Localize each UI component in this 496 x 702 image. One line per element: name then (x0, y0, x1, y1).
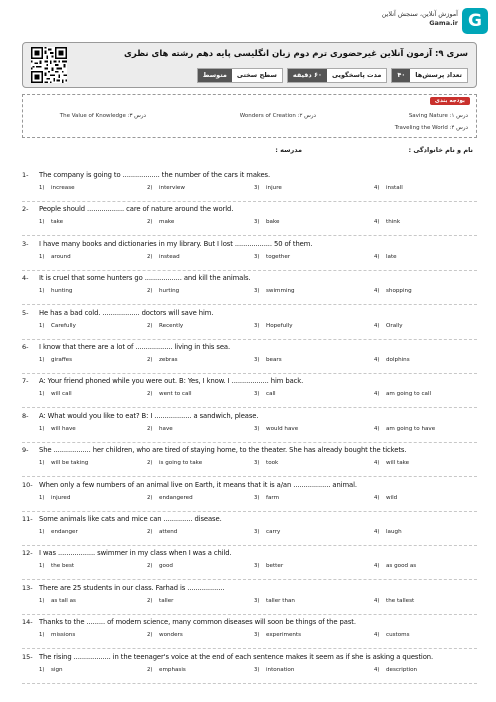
answer-option-3[interactable] (254, 598, 295, 604)
answer-option-2[interactable] (147, 323, 183, 329)
answer-option-1[interactable] (39, 219, 63, 225)
question-divider (22, 201, 477, 202)
option-number: 2) (147, 253, 153, 260)
answer-option-3[interactable] (254, 391, 276, 397)
answer-option-3[interactable] (254, 254, 290, 260)
option-number: 4) (374, 322, 380, 329)
exam-meta (197, 68, 468, 83)
option-number: 3) (254, 288, 260, 295)
question-number: 9- (22, 446, 29, 455)
answer-option-3[interactable] (254, 288, 295, 294)
exam-title: سری ۹: آزمون آنلاین غیرحضوری ترم دوم زبان انگلیسی پایه دهم رشته های نظری (124, 49, 468, 59)
option-text: install (386, 185, 403, 191)
option-number: 3) (254, 425, 260, 432)
budget-topics-box (22, 94, 477, 138)
option-text: good (159, 563, 173, 570)
option-number: 4) (374, 563, 380, 570)
answer-option-2[interactable] (147, 219, 174, 225)
option-text: hurting (159, 288, 180, 295)
answer-option-4[interactable] (374, 529, 402, 535)
option-number: 3) (254, 597, 260, 604)
option-text: endanger (51, 529, 78, 535)
answer-option-4[interactable] (374, 288, 412, 294)
option-number: 2) (147, 597, 153, 604)
option-text: as tall as (51, 597, 76, 604)
answer-options (22, 667, 477, 677)
question-divider (22, 373, 477, 374)
option-text: injured (51, 494, 71, 501)
option-number: 4) (374, 666, 380, 673)
answer-option-4[interactable] (374, 219, 400, 225)
logo-text (382, 10, 458, 28)
answer-option-1[interactable] (39, 529, 78, 535)
option-text: better (266, 563, 284, 570)
option-number: 3) (254, 322, 260, 329)
option-number: 3) (254, 460, 260, 467)
option-number: 3) (254, 494, 260, 501)
option-text: will call (51, 391, 72, 398)
option-text: description (386, 666, 418, 673)
option-number: 4) (374, 529, 380, 535)
option-number: 4) (374, 632, 380, 639)
option-text: dolphins (386, 357, 410, 363)
topic-item: درس ۳: The Value of Knowledge (59, 113, 146, 119)
option-number: 2) (147, 391, 153, 398)
answer-option-4[interactable] (374, 632, 410, 638)
option-text: am going to call (386, 391, 432, 398)
question-number: 13- (22, 583, 33, 592)
option-number: 1) (39, 563, 45, 570)
option-text: think (386, 219, 401, 226)
option-number: 1) (39, 253, 45, 260)
question-divider (22, 648, 477, 649)
answer-options (22, 357, 477, 367)
question-divider (22, 476, 477, 477)
option-text: missions (51, 632, 76, 639)
answer-option-3[interactable] (254, 426, 298, 432)
option-text: the tallest (386, 597, 415, 604)
question-text: A: Your friend phoned while you were out. B: Yes, I know. I .................. him back. (39, 377, 304, 386)
option-number: 4) (374, 288, 380, 295)
option-number: 2) (147, 494, 153, 501)
option-text: would have (266, 425, 299, 432)
answer-option-2[interactable] (147, 529, 177, 535)
school-label: مدرسه : (275, 146, 302, 154)
answer-option-2[interactable] (147, 598, 173, 604)
option-number: 3) (254, 529, 260, 535)
option-number: 1) (39, 357, 45, 363)
answer-option-1[interactable] (39, 632, 75, 638)
option-number: 3) (254, 219, 260, 226)
question-number: 15- (22, 652, 33, 661)
question-divider (22, 407, 477, 408)
question-text: When only a few numbers of an animal live on Earth, it means that it is a/an .................. animal. (39, 480, 357, 489)
answer-option-3[interactable] (254, 357, 282, 363)
option-number: 4) (374, 425, 380, 432)
exam-title-box (22, 42, 477, 88)
answer-options (22, 254, 477, 264)
option-text: carry (266, 529, 281, 535)
answer-option-1[interactable] (39, 667, 63, 673)
question-text: She .................. her children, who are tired of staying home, to the theater. She has already bought the tickets. (39, 446, 407, 455)
option-text: Carefully (51, 322, 76, 329)
answer-option-4[interactable] (374, 495, 397, 501)
option-number: 3) (254, 563, 260, 570)
option-text: bake (266, 219, 280, 226)
answer-option-4[interactable] (374, 426, 435, 432)
option-text: make (159, 219, 175, 226)
option-text: will be taking (51, 460, 89, 467)
answer-option-4[interactable] (374, 254, 397, 260)
option-text: intonation (266, 666, 295, 673)
option-number: 1) (39, 185, 45, 191)
question-number: 12- (22, 549, 33, 558)
question-number: 6- (22, 343, 29, 351)
answer-option-1[interactable] (39, 254, 71, 260)
option-number: 1) (39, 460, 45, 467)
question-number: 4- (22, 274, 29, 283)
option-text: wonders (159, 632, 183, 639)
option-number: 1) (39, 425, 45, 432)
gama-logo-icon[interactable]: G (462, 8, 488, 34)
option-number: 2) (147, 219, 153, 226)
logo-url[interactable]: Gama.ir (429, 19, 458, 27)
answer-options (22, 529, 477, 539)
question-divider (22, 579, 477, 580)
answer-option-4[interactable] (374, 460, 409, 466)
question-divider (22, 545, 477, 546)
option-text: wild (386, 494, 398, 501)
topic-item: درس ۴: Traveling the World (394, 125, 468, 131)
option-text: interview (159, 185, 185, 191)
answer-option-3[interactable] (254, 185, 282, 191)
logo-slogan: آموزش آنلاین، سنجش آنلاین (381, 10, 458, 18)
option-text: is going to take (159, 460, 203, 467)
option-number: 2) (147, 425, 153, 432)
option-number: 2) (147, 563, 153, 570)
question-number: 3- (22, 239, 29, 248)
option-text: late (386, 253, 397, 260)
option-number: 2) (147, 529, 153, 535)
answer-option-1[interactable] (39, 495, 70, 501)
option-number: 3) (254, 666, 260, 673)
meta-value: ۴۰ (392, 69, 410, 82)
option-text: emphasis (159, 666, 186, 673)
answer-option-4[interactable] (374, 323, 403, 329)
option-text: together (266, 253, 291, 260)
question-number: 5- (22, 308, 29, 317)
option-number: 2) (147, 288, 153, 295)
question-text: A: What would you like to eat? B: I .................. a sandwich, please. (39, 411, 259, 420)
answer-option-3[interactable] (254, 323, 293, 329)
question-divider (22, 614, 477, 615)
option-text: Orally (386, 322, 403, 329)
option-number: 4) (374, 460, 380, 467)
answer-option-1[interactable] (39, 185, 75, 191)
question-number: 2- (22, 205, 29, 214)
answer-options (22, 219, 477, 229)
option-text: instead (159, 253, 180, 260)
answer-option-2[interactable] (147, 426, 173, 432)
answer-option-1[interactable] (39, 460, 88, 466)
meta-label: تعداد پرسش‌ها (410, 69, 467, 82)
option-text: have (159, 425, 173, 432)
option-text: Recently (159, 322, 184, 329)
question-text: People should .................. care of nature around the world. (39, 205, 234, 214)
meta-label: مدت پاسخگویی (327, 69, 386, 82)
answer-option-1[interactable] (39, 563, 74, 569)
question-number: 14- (22, 618, 33, 627)
option-text: injure (266, 185, 282, 191)
answer-options (22, 495, 477, 505)
option-text: call (266, 391, 276, 398)
budget-tag: بودجه بندی (430, 97, 470, 105)
question-divider (22, 511, 477, 512)
option-number: 4) (374, 219, 380, 226)
answer-option-2[interactable] (147, 288, 179, 294)
answer-option-1[interactable] (39, 598, 76, 604)
option-text: swimming (266, 288, 295, 295)
question-text: It is cruel that some hunters go .................. and kill the animals. (39, 274, 251, 283)
option-text: Hopefully (266, 322, 293, 329)
question-divider (22, 339, 477, 340)
answer-option-2[interactable] (147, 632, 183, 638)
question-text: I was .................. swimmer in my class when I was a child. (39, 549, 232, 558)
option-number: 2) (147, 322, 153, 329)
answer-option-3[interactable] (254, 495, 279, 501)
question-text: I have many books and dictionaries in my library. But I lost .................. 50 of them. (39, 239, 313, 248)
option-text: the best (51, 563, 75, 570)
qr-code-icon (31, 47, 67, 83)
answer-option-2[interactable] (147, 495, 193, 501)
question-number: 10- (22, 480, 33, 489)
option-number: 4) (374, 253, 380, 260)
option-text: taller than (266, 597, 295, 604)
answer-option-4[interactable] (374, 185, 403, 191)
answer-option-2[interactable] (147, 254, 180, 260)
option-number: 4) (374, 597, 380, 604)
question-text: He has a bad cold. .................. doctors will save him. (39, 308, 214, 317)
option-number: 3) (254, 185, 260, 191)
question-number: 7- (22, 377, 29, 386)
option-text: zebras (159, 357, 178, 363)
option-number: 3) (254, 253, 260, 260)
option-text: experiments (266, 632, 302, 639)
answer-option-1[interactable] (39, 426, 76, 432)
option-text: am going to have (386, 425, 436, 432)
option-text: endangered (159, 494, 193, 501)
answer-option-2[interactable] (147, 391, 192, 397)
answer-option-3[interactable] (254, 529, 280, 535)
option-text: increase (51, 185, 75, 191)
option-number: 4) (374, 185, 380, 191)
answer-options (22, 563, 477, 573)
answer-options (22, 288, 477, 298)
option-text: take (51, 219, 64, 226)
option-number: 2) (147, 357, 153, 363)
answer-option-3[interactable] (254, 667, 294, 673)
option-number: 1) (39, 494, 45, 501)
answer-option-3[interactable] (254, 563, 283, 569)
answer-option-3[interactable] (254, 460, 278, 466)
option-number: 1) (39, 632, 45, 639)
meta-duration (287, 68, 387, 83)
answer-options (22, 323, 477, 333)
answer-option-1[interactable] (39, 357, 72, 363)
question-text: I know that there are a lot of .................. living in this sea. (39, 343, 231, 351)
option-text: took (266, 460, 279, 467)
question-text: The company is going to .................. the number of the cars it makes. (39, 171, 271, 179)
topic-item: درس ۱: Saving Nature (408, 113, 468, 119)
option-number: 1) (39, 322, 45, 329)
option-text: farm (266, 494, 280, 501)
option-text: sign (51, 666, 63, 673)
meta-question-count (391, 68, 468, 83)
option-number: 1) (39, 288, 45, 295)
student-name-label: نام و نام خانوادگی : (408, 146, 473, 154)
option-text: went to call (159, 391, 192, 398)
option-number: 2) (147, 185, 153, 191)
option-number: 1) (39, 391, 45, 398)
option-text: will take (386, 460, 410, 467)
topic-item: درس ۲: Wonders of Creation (239, 113, 316, 119)
answer-options (22, 598, 477, 608)
site-header (8, 8, 488, 38)
answer-option-4[interactable] (374, 598, 414, 604)
option-text: bears (266, 357, 282, 363)
option-number: 3) (254, 632, 260, 639)
option-text: giraffes (51, 357, 73, 363)
answer-option-1[interactable] (39, 391, 72, 397)
option-number: 1) (39, 219, 45, 226)
option-number: 1) (39, 666, 45, 673)
answer-option-3[interactable] (254, 632, 301, 638)
question-divider (22, 442, 477, 443)
option-text: customs (386, 632, 410, 639)
option-number: 4) (374, 494, 380, 501)
option-number: 1) (39, 529, 45, 535)
question-divider (22, 304, 477, 305)
answer-options (22, 460, 477, 470)
question-number: 1- (22, 171, 29, 179)
answer-options (22, 426, 477, 436)
answer-option-2[interactable] (147, 357, 178, 363)
question-divider (22, 270, 477, 271)
answer-option-2[interactable] (147, 667, 186, 673)
question-text: Some animals like cats and mice can .............. disease. (39, 515, 222, 523)
answer-option-2[interactable] (147, 563, 173, 569)
question-text: The rising .................. in the teenager's voice at the end of each sentence makes it seem as if she is asking a question. (39, 652, 434, 661)
option-text: taller (159, 597, 174, 604)
answer-option-3[interactable] (254, 219, 279, 225)
option-text: attend (159, 529, 178, 535)
student-info-row (22, 144, 477, 158)
option-number: 2) (147, 666, 153, 673)
option-text: around (51, 253, 71, 260)
answer-options (22, 185, 477, 195)
option-text: as good as (386, 563, 417, 570)
option-text: hunting (51, 288, 73, 295)
option-text: shopping (386, 288, 412, 295)
question-text: There are 25 students in our class. Farhad is .................. (39, 583, 225, 592)
answer-option-4[interactable] (374, 391, 431, 397)
option-number: 3) (254, 357, 260, 363)
answer-options (22, 391, 477, 401)
answer-option-4[interactable] (374, 357, 410, 363)
option-number: 1) (39, 597, 45, 604)
option-text: will have (51, 425, 76, 432)
answer-option-1[interactable] (39, 288, 72, 294)
question-number: 11- (22, 515, 33, 523)
meta-value: ۶۰ دقیقه (288, 69, 327, 82)
option-number: 4) (374, 391, 380, 398)
answer-option-4[interactable] (374, 667, 417, 673)
meta-value: متوسط (198, 69, 232, 82)
meta-label: سطح سختی (232, 69, 282, 82)
option-text: laugh (386, 529, 402, 535)
meta-difficulty (197, 68, 283, 83)
option-number: 2) (147, 460, 153, 467)
question-number: 8- (22, 411, 29, 420)
answer-option-1[interactable] (39, 323, 76, 329)
answer-option-2[interactable] (147, 185, 185, 191)
answer-options (22, 632, 477, 642)
question-text: Thanks to the ......... of modern science, many common diseases will soon be things of the past. (39, 618, 356, 627)
answer-option-2[interactable] (147, 460, 202, 466)
option-number: 3) (254, 391, 260, 398)
answer-option-4[interactable] (374, 563, 416, 569)
option-number: 4) (374, 357, 380, 363)
option-number: 2) (147, 632, 153, 639)
question-divider (22, 683, 477, 684)
question-divider (22, 235, 477, 236)
